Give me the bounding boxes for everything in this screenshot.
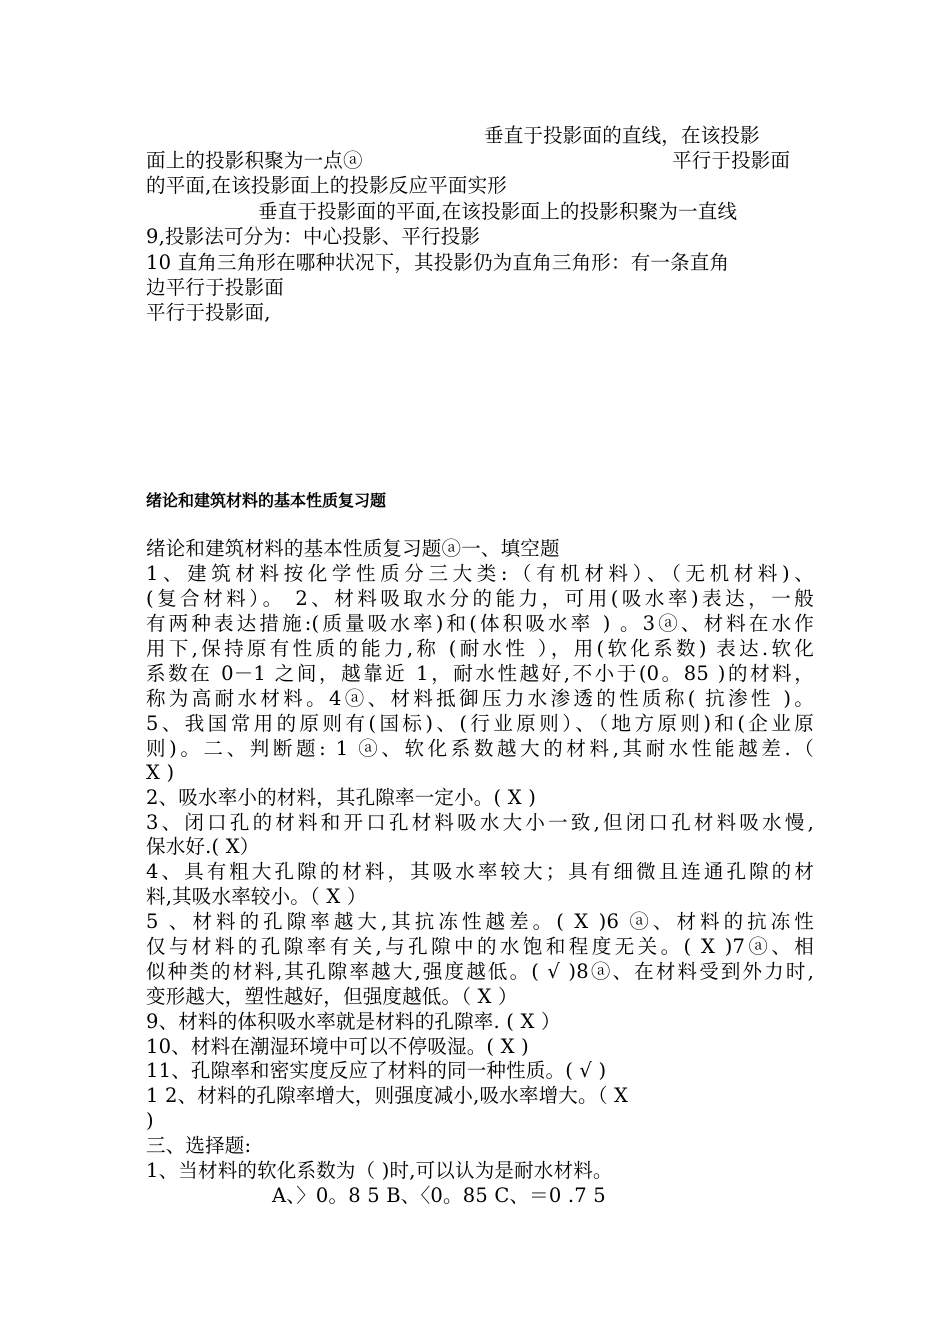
text-line: 则)。二、判断题: 1 ⓐ、软化系数越大的材料,其耐水性能越差.（ [146,737,814,760]
text-line: X ) [146,761,175,784]
text-line: 似种类的材料,其孔隙率越大,强度越低。( √ )8ⓐ、在材料受到外力时, [146,960,814,983]
text-line: 绪论和建筑材料的基本性质复习题ⓐ一、填空题 [146,537,560,560]
text-line: 10、材料在潮湿环境中可以不停吸湿。( X ) [146,1035,529,1058]
text-line: 1、建筑材料按化学性质分三大类:（有机材料）、（无机材料)、 [146,562,814,585]
text-line: 称为高耐水材料。4ⓐ、材料抵御压力水渗透的性质称( 抗渗性 )。 [146,687,814,710]
text-line: 11、孔隙率和密实度反应了材料的同一种性质。( √ ) [146,1059,607,1082]
text-line: 变形越大，塑性越好，但强度越低。（ X ） [146,985,518,1008]
text-line: 的平面,在该投影面上的投影反应平面实形 [146,174,507,197]
text-line: ) [146,1109,154,1132]
text-line: 平行于投影面, [146,301,271,324]
text-line: 3、闭口孔的材料和开口孔材料吸水大小一致,但闭口孔材料吸水慢, [146,811,814,834]
text-line: 10 直角三角形在哪种状况下，其投影仍为直角三角形：有一条直角 [146,251,730,274]
text-line: 仅与材料的孔隙率有关,与孔隙中的水饱和程度无关。( X )7ⓐ、相 [146,935,814,958]
text-line: 垂直于投影面的平面,在该投影面上的投影积聚为一直线 [258,200,738,223]
text-line: A、〉0。8 5 B、〈0。85 C、＝0 .7 5 [272,1184,606,1207]
text-line: 平行于投影面 [672,149,791,172]
text-line: 垂直于投影面的直线，在该投影 [484,124,760,147]
text-line: 保水好.( X） [146,835,260,858]
text-line: 面上的投影积聚为一点ⓐ [146,149,363,172]
text-line: 9,投影法可分为：中心投影、平行投影 [146,225,481,248]
text-line: 三、选择题: [146,1134,252,1157]
text-line: 4、具有粗大孔隙的材料，其吸水率较大；具有细微且连通孔隙的材 [146,860,814,883]
text-line: 有两种表达措施:(质量吸水率)和(体积吸水率 ) 。3ⓐ、材料在水作 [146,612,814,635]
text-line: 用下,保持原有性质的能力,称 (耐水性 ），用(软化系数) 表达.软化 [146,637,814,660]
text-line: 料,其吸水率较小。（ X ） [146,885,367,908]
text-line: 5、我国常用的原则有(国标)、(行业原则）、（地方原则)和(企业原 [146,712,814,735]
text-line: (复合材料）。 2、材料吸取水分的能力，可用(吸水率)表达，一般 [146,587,814,610]
section-heading: 绪论和建筑材料的基本性质复习题 [146,491,387,510]
text-line: 5 、材料的孔隙率越大,其抗冻性越差。( X )6 ⓐ、材料的抗冻性 [146,910,814,933]
text-line: 1 2、材料的孔隙率增大，则强度减小,吸水率增大。（ X [146,1084,629,1107]
text-line: 9、材料的体积吸水率就是材料的孔隙率. ( X ） [146,1010,561,1033]
text-line: 系数在 0－1 之间，越靠近 1，耐水性越好,不小于(0。85 )的材料， [146,662,814,685]
text-line: 边平行于投影面 [146,276,284,299]
text-line: 2、吸水率小的材料，其孔隙率一定小。( X ) [146,786,537,809]
text-line: 1、当材料的软化系数为（ )时,可以认为是耐水材料。 [146,1159,613,1182]
